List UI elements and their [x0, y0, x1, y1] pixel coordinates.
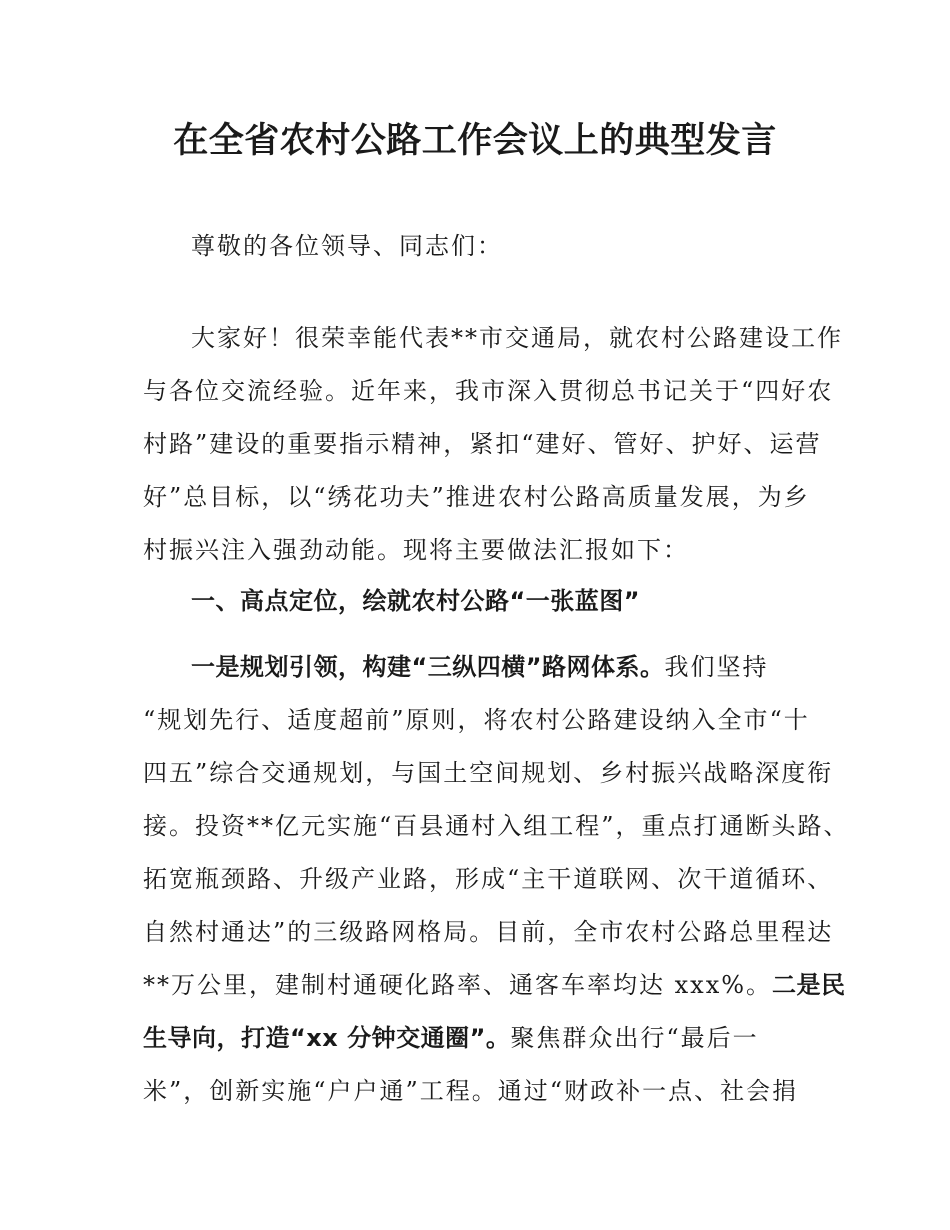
section-heading: 一、高点定位，绘就农村公路“一张蓝图”: [191, 587, 641, 615]
paragraph-line: “规划先行、适度超前”原则，将农村公路建设纳入全市“十: [143, 706, 810, 734]
second-bold: 生导向，打造“xx 分钟交通圈”。: [143, 1024, 511, 1052]
paragraph-line: [143, 1012, 823, 1065]
paragraph-line: [143, 959, 846, 1012]
page-title: 在全省农村公路工作会议上的典型发言: [173, 121, 777, 161]
second-rest: 聚焦群众出行“最后一: [510, 1024, 759, 1052]
salutation-paragraph: [143, 220, 823, 273]
paragraph-line: 村振兴注入强劲动能。现将主要做法汇报如下：: [143, 536, 689, 564]
paragraph-line: 村路”建设的重要指示精神，紧扣“建好、管好、护好、运营: [143, 430, 822, 458]
mixed-bold: 二是民: [772, 971, 846, 999]
section-heading-paragraph: [143, 575, 823, 628]
salutation: 尊敬的各位领导、同志们：: [191, 232, 503, 260]
mixed-plain: **万公里，建制村通硬化路率、通客车率均达 xxx%。: [143, 971, 773, 999]
paragraph-line: 米”，创新实施“户户通”工程。通过“财政补一点、社会捐: [143, 1077, 799, 1105]
paragraph-line: [143, 641, 823, 694]
bold-lead: 一是规划引领，构建“三纵四横”路网体系。: [191, 653, 665, 681]
paragraph-line: 拓宽瓶颈路、升级产业路，形成“主干道联网、次干道循环、: [143, 865, 834, 893]
paragraph-line: 自然村通达”的三级路网格局。目前，全市农村公路总里程达: [143, 918, 834, 946]
paragraph-line: 与各位交流经验。近年来，我市深入贯彻总书记关于“四好农: [143, 377, 834, 405]
paragraph-line: 好”总目标，以“绣花功夫”推进农村公路高质量发展，为乡: [143, 483, 810, 511]
intro-paragraph: [143, 312, 843, 577]
paragraph-line: 四五”综合交通规划，与国土空间规划、乡村振兴战略深度衔: [143, 759, 834, 787]
lead-rest: 我们坚持: [664, 653, 769, 681]
paragraph-line: 大家好！很荣幸能代表**市交通局，就农村公路建设工作: [191, 324, 843, 352]
section1-paragraph: [143, 641, 850, 1118]
paragraph-line: 接。投资**亿元实施“百县通村入组工程”，重点打通断头路、: [143, 812, 850, 840]
